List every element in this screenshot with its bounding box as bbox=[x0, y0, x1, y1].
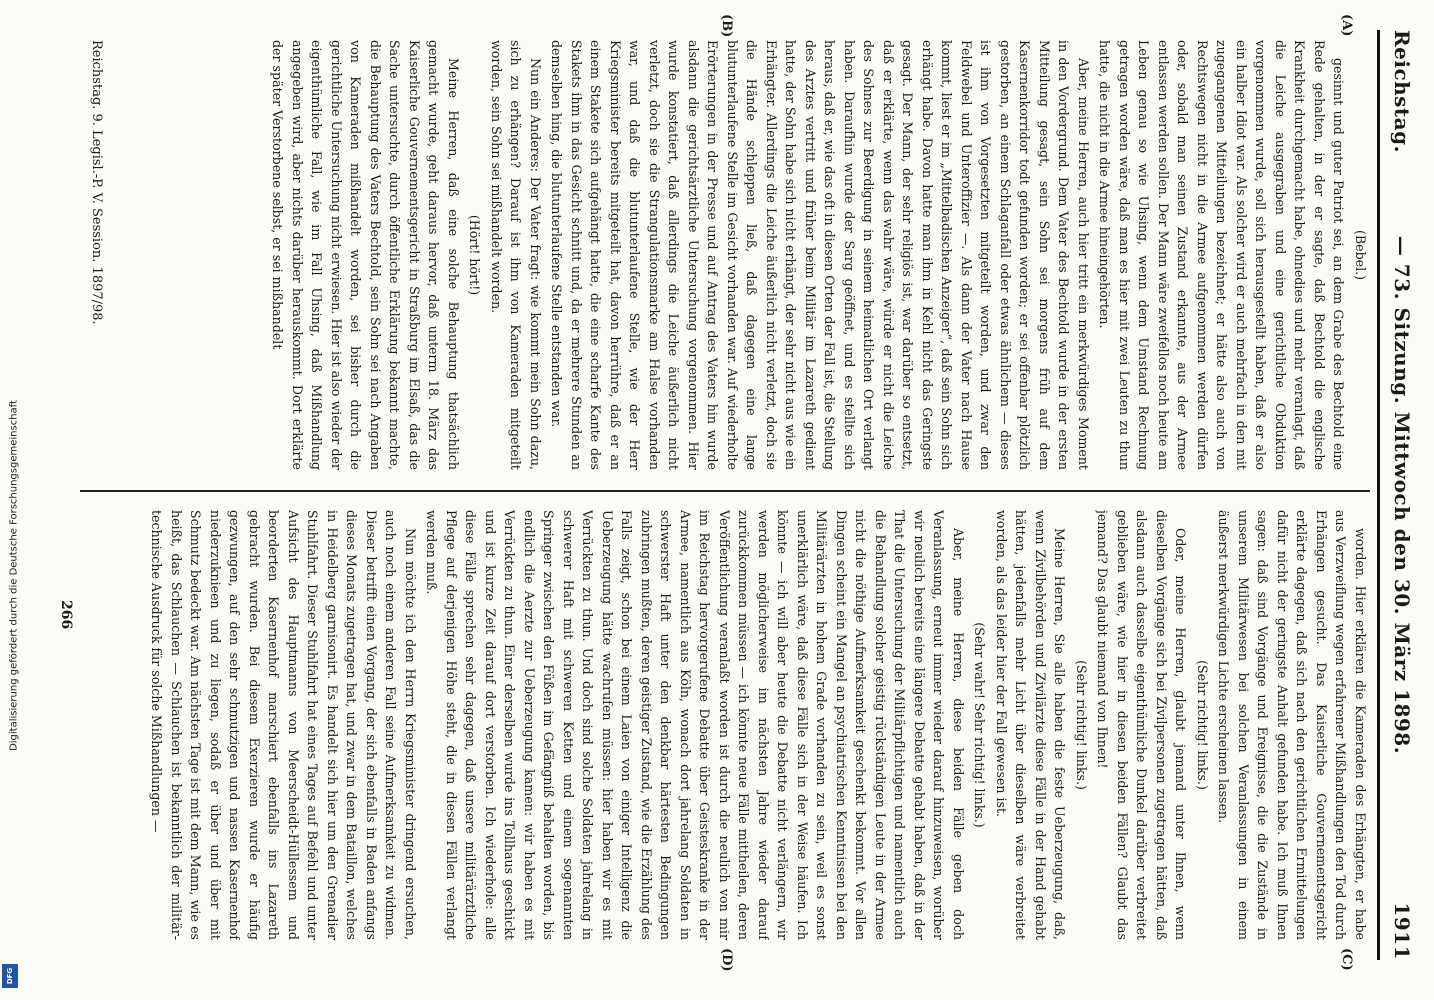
paragraph: Nun möchte ich den Herrn Kriegsminister dringend ersuchen, auch noch einem anderen Fall seine Aufmerksamkeit zu widmen. Dieser betrifft einen Vorgang, der sich ebenfalls in Baden anfangs dieses Monats zugetragen hat, und zwar in dem Bataillon, welches in Heidelberg garnisonirt. Es handelt sich hier um den Grenadier Stuhlfahrt. Dieser Stuhlfahrt hat eines Tages auf Befehl und unter Aufsicht des Hauptmanns von Meerscheidt-Hüllessem und beorderten Kasernenhof marschiert ebenfalls ins Lazareth gebracht wurden. Bei diesem Exerzieren wurde er häufig gezwungen, auf den sehr schmutzigen und nassen Kasernenhof niederzuknieen und zu liegen, sodaß er über und über mit Schmutz bedeckt war. Am nächsten Tage ist mit dem Mann, wie es heißt, das Schlauchen — Schlauchen ist bekanntlich der militär-technische Ausdruck für solche Mißhandlungen — bbox=[149, 510, 418, 940]
footer-citation: Reichstag. 9. Legisl.-P. V. Session. 1897/98. bbox=[89, 40, 104, 325]
paragraph: gesinnt und guter Patriot sei, an dem Grabe des Bechtold eine Rede gehalten, in der er sagte, daß Bechtold die englische Krankheit durchgemacht habe, ohnedies und mehr veranlagt, daß die Leiche ausgegraben und eine gerichtliche Obduktion vorgenommen wurde, soll sich herausgestellt haben, daß er also ein halber Idiot war. Als solcher wird er auch mehrfach in den mit zugegangenen Mitteilungen bezeichnet; er hätte also auch von Rechtswegen nicht in die Armee aufgenommen werden dürfen oder, sobald man seinen Zustand erkannte, aus der Armee entlassen werden sollen. Der Mann wäre zweifellos noch heute am Leben genau so wie Uhsing, wenn dem Umstand Rechnung getragen worden wäre, daß man es hier mit zwei Leuten zu thun hatte, die nicht in die Armee hineingehörten. bbox=[1097, 40, 1347, 470]
header-title: — 73. Sitzung. Mittwoch den 30. März 1898. bbox=[1390, 235, 1414, 755]
margin-marker-a: (A) bbox=[1339, 14, 1354, 37]
right-column bbox=[80, 510, 1370, 940]
paragraph: (Sehr wahr! Sehr richtig! links.) bbox=[972, 622, 988, 828]
page-number: 266 bbox=[58, 600, 74, 630]
paragraph: (Sehr richtig! links.) bbox=[1074, 660, 1089, 790]
column-divider bbox=[80, 490, 1370, 492]
paragraph: Meine Herren, Sie alle haben die feste Ueberzeugung, daß, wenn Zivilbehörden und Zivilärzte diese Fälle in der Hand gehabt hätten, jedenfalls mehr Licht über dieselben wäre verbreitet worden, als das leider hier der Fall gewesen ist. bbox=[994, 510, 1068, 940]
dfg-logo: DFG bbox=[2, 964, 18, 988]
margin-marker-d: (D) bbox=[719, 948, 734, 972]
left-column bbox=[80, 40, 1370, 470]
paragraph: Aber, meine Herren, auch hier tritt ein merkwürdiges Moment in den Vordergrund. Dem Vater des Bechtold wurde in der ersten Mitteilung gesagt, sein Sohn sei morgens früh auf dem Kasernenkorridor todt gefunden worden; er sei offenbar plötzlich gestorben, an einem Schlaganfall oder etwas ähnlichem — dieses ist ihm von Vorgesetzten mitgeteilt worden, und zwar den Feldwebel und Unteroffizier —. Als dann der Vater nach Hause kommt, liest er im „Mittelbadischen Anzeiger“, daß sein Sohn sich erhängt habe. Davon hatte man ihm in Kehl nicht das Geringste gesagt. Der Mann, der sehr religiös ist, war darüber so entsetzt, daß er erklärte, wenn das wahr wäre, würde er nicht die Leiche des Sohnes zur Beerdigung in seinem heimatlichen Ort verlangt haben. Daraufhin wurde der Sarg geöffnet, und es stellte sich heraus, daß er, wie das oft in diesen Orten der Fall ist, die Stellung des Arztes vertritt und früher beim Militär im Lazareth gedient hatte, der Sohn habe sich nicht erhängt, der sehr nicht aus wie ein Erhängter. Allerdings die Leiche äußerlich nicht verletzt, doch sie die Hände schleppen ließ, daß dagegen eine lange blutunterlaufene Stelle im Gesicht vorhanden war. Auf wiederholte Erörterungen in der Presse und auf Antrag des Vaters hin wurde alsdann die gerichtsärztliche Untersuchung vorgenommen. Hier wurde konstatiert, daß allerdings die Leiche äußerlich nicht verletzt, doch sie die Strangulationsmarke am Halse vorhanden war, und daß die blutunterlaufene Stelle, wie der Herr Kriegsminister bereits mitgeteilt hat, davon herrühre, daß er an einem Stakete sich aufgehängt hatte, die eine scharfe Kante des Stakets ihm in das Gesicht schnitt und, da er mehrere Stunden an demselben hing, die blutunterlaufene Stelle entstanden war. bbox=[549, 40, 1091, 470]
header-rule bbox=[1377, 30, 1380, 960]
speaker-label: (Bebel.) bbox=[1353, 229, 1368, 281]
paragraph: worden. Hier erklären die Kameraden des Erhängten, er habe aus Verzweiflung wegen erfahrener Mißhandlungen den Tod durch Erhängen gesucht. Das Kaiserliche Gouvernementsgericht erklärte dagegen, daß sich nach den gerichtlichen Ermittelungen dafür nicht der geringste Anhalt gefunden habe. Ich muß Ihnen sagen: daß sind Vorgänge und Ereignisse, die die Zustände in unserem Militärwesen bei solchen Veranlassungen in einem äußerst merkwürdigen Lichte erscheinen lassen. bbox=[1216, 510, 1368, 940]
paragraph: Meine Herren, daß eine solche Behauptung thatsächlich gemacht wurde, geht daraus hervor, daß unterm 18. März das Kaiserliche Gouvernementsgericht in Straßburg im Elsaß, das die Sache untersuchte, durch öffentliche Erklärung bekannt machte, die Behauptung des Vaters Bechtold, sein Sohn sei nach Angaben von Kameraden mißhandelt worden, sei bisher durch die gerichtliche Untersuchung nicht erwiesen. Hier ist also wieder der eigenthümliche Fall, wie im Fall Uhsing, daß Mißhandlung angegeben wird, aber nichts darüber herauskommt. Dort erklärte der später Verstorbene selbst, er sei mißhandelt bbox=[270, 40, 461, 470]
header-page-number: 1911 bbox=[1390, 902, 1414, 960]
paragraph: Nun ein Anderes: Der Vater fragt: wie kommt mein Sohn dazu, sich zu erhängen? Darauf ist ihm von Kameraden mitgeteilt worden, sein Sohn sei mißhandelt worden. bbox=[489, 40, 543, 470]
paragraph: (Sehr richtig! links.) bbox=[1195, 660, 1210, 790]
header-left: Reichstag. bbox=[1390, 30, 1414, 154]
paragraph: (Hört! hört!) bbox=[467, 214, 483, 296]
paragraph: Oder, meine Herren, glaubt jemand unter Ihnen, wenn dieselben Vorgänge sich bei Zivilpersonen zugetragen hätten, daß alsdann auch dasselbe eigenthümliche Dunkel darüber verbreitet geblieben wäre, wie hier in diesen beiden Fällen? Glaubt das jemand? Das glaubt niemand von Ihnen! bbox=[1095, 510, 1189, 940]
margin-marker-b: (B) bbox=[719, 14, 734, 38]
margin-marker-c: (C) bbox=[1339, 948, 1354, 971]
paragraph: Aber, meine Herren, diese beiden Fälle geben doch Veranlassung, erneut immer wieder darauf hinzuweisen, worüber wir neulich bereits eine längere Debatte gehabt haben, daß in der That die Untersuchung der Militärpflichtigen und namentlich auch die Behandlung solcher geistig rückständigen Leute in der Armee nicht die nöthige Aufmerksamkeit geschenkt bekommt. Vor allen Dingen scheint ein Mangel an psychiatrischen Kenntnissen bei den Militärärzten in hohem Grade vorhanden zu sein, weil es sonst unerklärlich wäre, daß diese Fälle sich in der Weise häufen. Ich könnte — ich will aber heute die Debatte nicht verlängern, wir werden möglicherweise im nächsten Jahre wieder darauf zurückkommen müssen — ich könnte neue Fälle mittheilen, deren Veröffentlichung veranlaßt worden ist durch die neulich von mir im Reichstag hervorgerufene Debatte über Geisteskranke in der Armee, namentlich aus Köln, wonach dort jahrelang Soldaten in schwerster Haft unter den denkbar härtesten Bedingungen zubringen mußten, deren geistiger Zustand, wie die Erzählung des Falls zeigt, schon bei einem Laien von einiger Intelligenz die Ueberzeugung hätte wachrufen müssen: hier haben wir es mit Verrückten zu thun. Und doch sind solche Soldaten jahrelang in schwerer Haft mit schweren Ketten und einem sogenannten Springer zwischen den Füßen im Gefängniß behalten worden, bis endlich die Aerzte zur Ueberzeugung kamen: wir haben es mit Verrückten zu thun. Einer derselben wurde ins Tollhaus geschickt und ist kurze Zeit darauf dort verstorben. Ich wiederhole: alle diese Fälle sprechen sehr dagegen, daß unsere militärärztliche Pflege auf derjenigen Höhe steht, die in diesen Fällen verlangt werden muß. bbox=[424, 510, 966, 940]
page-header bbox=[1380, 30, 1420, 960]
digitization-credit bbox=[4, 160, 18, 980]
credit-text: Digitalisierung gefördert durch die Deutsche Forschungsgemeinschaft bbox=[8, 400, 20, 751]
